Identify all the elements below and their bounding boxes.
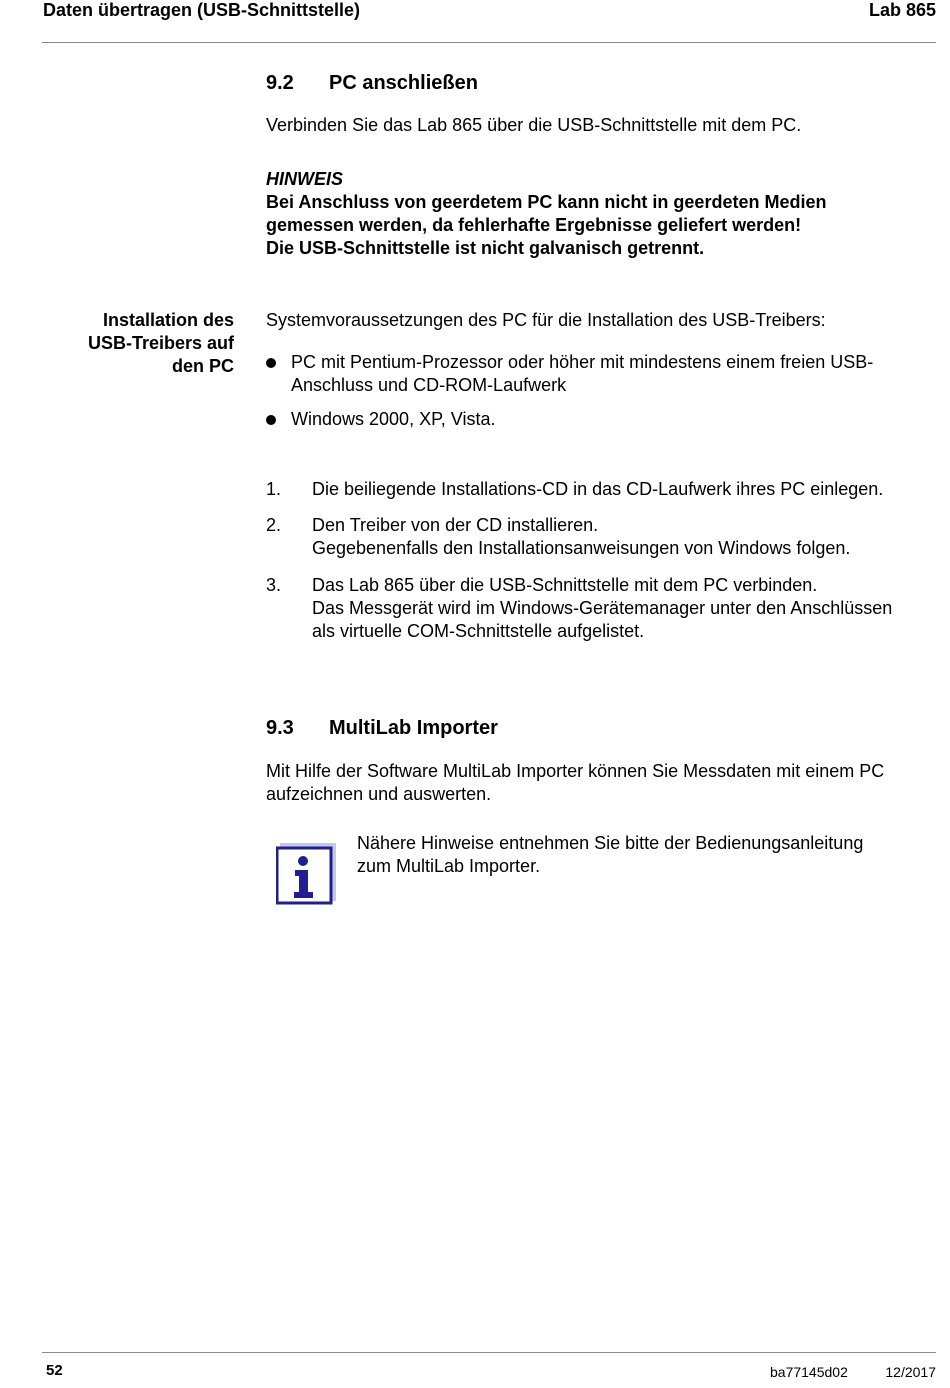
margin-heading xyxy=(40,309,234,378)
bullet-text: Anschluss und CD-ROM-Laufwerk xyxy=(291,375,567,395)
list-item xyxy=(266,408,946,431)
step-text: Die beiliegende Installations-CD in das CD-Laufwerk ihres PC einlegen. xyxy=(312,479,884,499)
step-text: Den Treiber von der CD installieren. xyxy=(312,515,599,535)
note-line: Bei Anschluss von geerdetem PC kann nicht in geerdeten Medien xyxy=(266,192,827,212)
bullet-text: PC mit Pentium-Prozessor oder höher mit mindestens einem freien USB- xyxy=(291,352,874,372)
info-icon xyxy=(276,843,336,905)
document-id: ba77145d02 xyxy=(770,1364,848,1380)
note-line: Die USB-Schnittstelle ist nicht galvanisch getrennt. xyxy=(266,238,705,258)
intro-line: aufzeichnen und auswerten. xyxy=(266,784,492,804)
requirements-intro: Systemvoraussetzungen des PC für die Installation des USB-Treibers: xyxy=(266,310,826,330)
note-label: HINWEIS xyxy=(266,169,344,189)
margin-heading-line: den PC xyxy=(171,356,234,376)
margin-heading-line: Installation des xyxy=(102,310,234,330)
step-item xyxy=(266,514,946,560)
info-line: Nähere Hinweise entnehmen Sie bitte der Bedienungsanleitung xyxy=(357,833,864,853)
section-title: MultiLab Importer xyxy=(329,717,498,739)
bullet-text: Windows 2000, XP, Vista. xyxy=(291,409,496,429)
step-number: 2. xyxy=(266,515,282,535)
step-number: 1. xyxy=(266,479,282,499)
section-intro xyxy=(266,760,884,806)
step-text: Das Messgerät wird im Windows-Gerätemanager unter den Anschlüssen xyxy=(312,598,893,618)
step-text: Gegebenenfalls den Installationsanweisungen von Windows folgen. xyxy=(312,538,851,558)
list-item xyxy=(266,351,946,397)
page-number: 52 xyxy=(46,1362,63,1379)
header-rule xyxy=(42,42,936,43)
step-item xyxy=(266,574,946,643)
section-intro: Verbinden Sie das Lab 865 über die USB-Schnittstelle mit dem PC. xyxy=(266,115,802,135)
running-header-product: Lab 865 xyxy=(868,0,936,20)
section-number: 9.3 xyxy=(266,717,294,739)
margin-heading-line: USB-Treibers auf xyxy=(87,333,234,353)
bullet-icon xyxy=(266,358,276,368)
info-text xyxy=(357,832,863,878)
step-text: als virtuelle COM-Schnittstelle aufgelistet. xyxy=(312,621,645,641)
document-date: 12/2017 xyxy=(885,1364,936,1380)
section-heading-9-3 xyxy=(266,715,666,741)
bullet-icon xyxy=(266,415,276,425)
footer-rule xyxy=(42,1352,936,1353)
info-line: zum MultiLab Importer. xyxy=(357,856,541,876)
step-text: Das Lab 865 über die USB-Schnittstelle mit dem PC verbinden. xyxy=(312,575,818,595)
note-block xyxy=(266,168,826,260)
intro-line: Mit Hilfe der Software MultiLab Importer können Sie Messdaten mit einem PC xyxy=(266,761,885,781)
section-number: 9.2 xyxy=(266,72,294,94)
running-header-title: Daten übertragen (USB-Schnittstelle) xyxy=(43,0,361,20)
section-heading-9-2 xyxy=(266,70,666,96)
step-item xyxy=(266,478,946,501)
section-title: PC anschließen xyxy=(329,72,478,94)
step-number: 3. xyxy=(266,575,282,595)
note-line: gemessen werden, da fehlerhafte Ergebnisse geliefert werden! xyxy=(266,215,802,235)
